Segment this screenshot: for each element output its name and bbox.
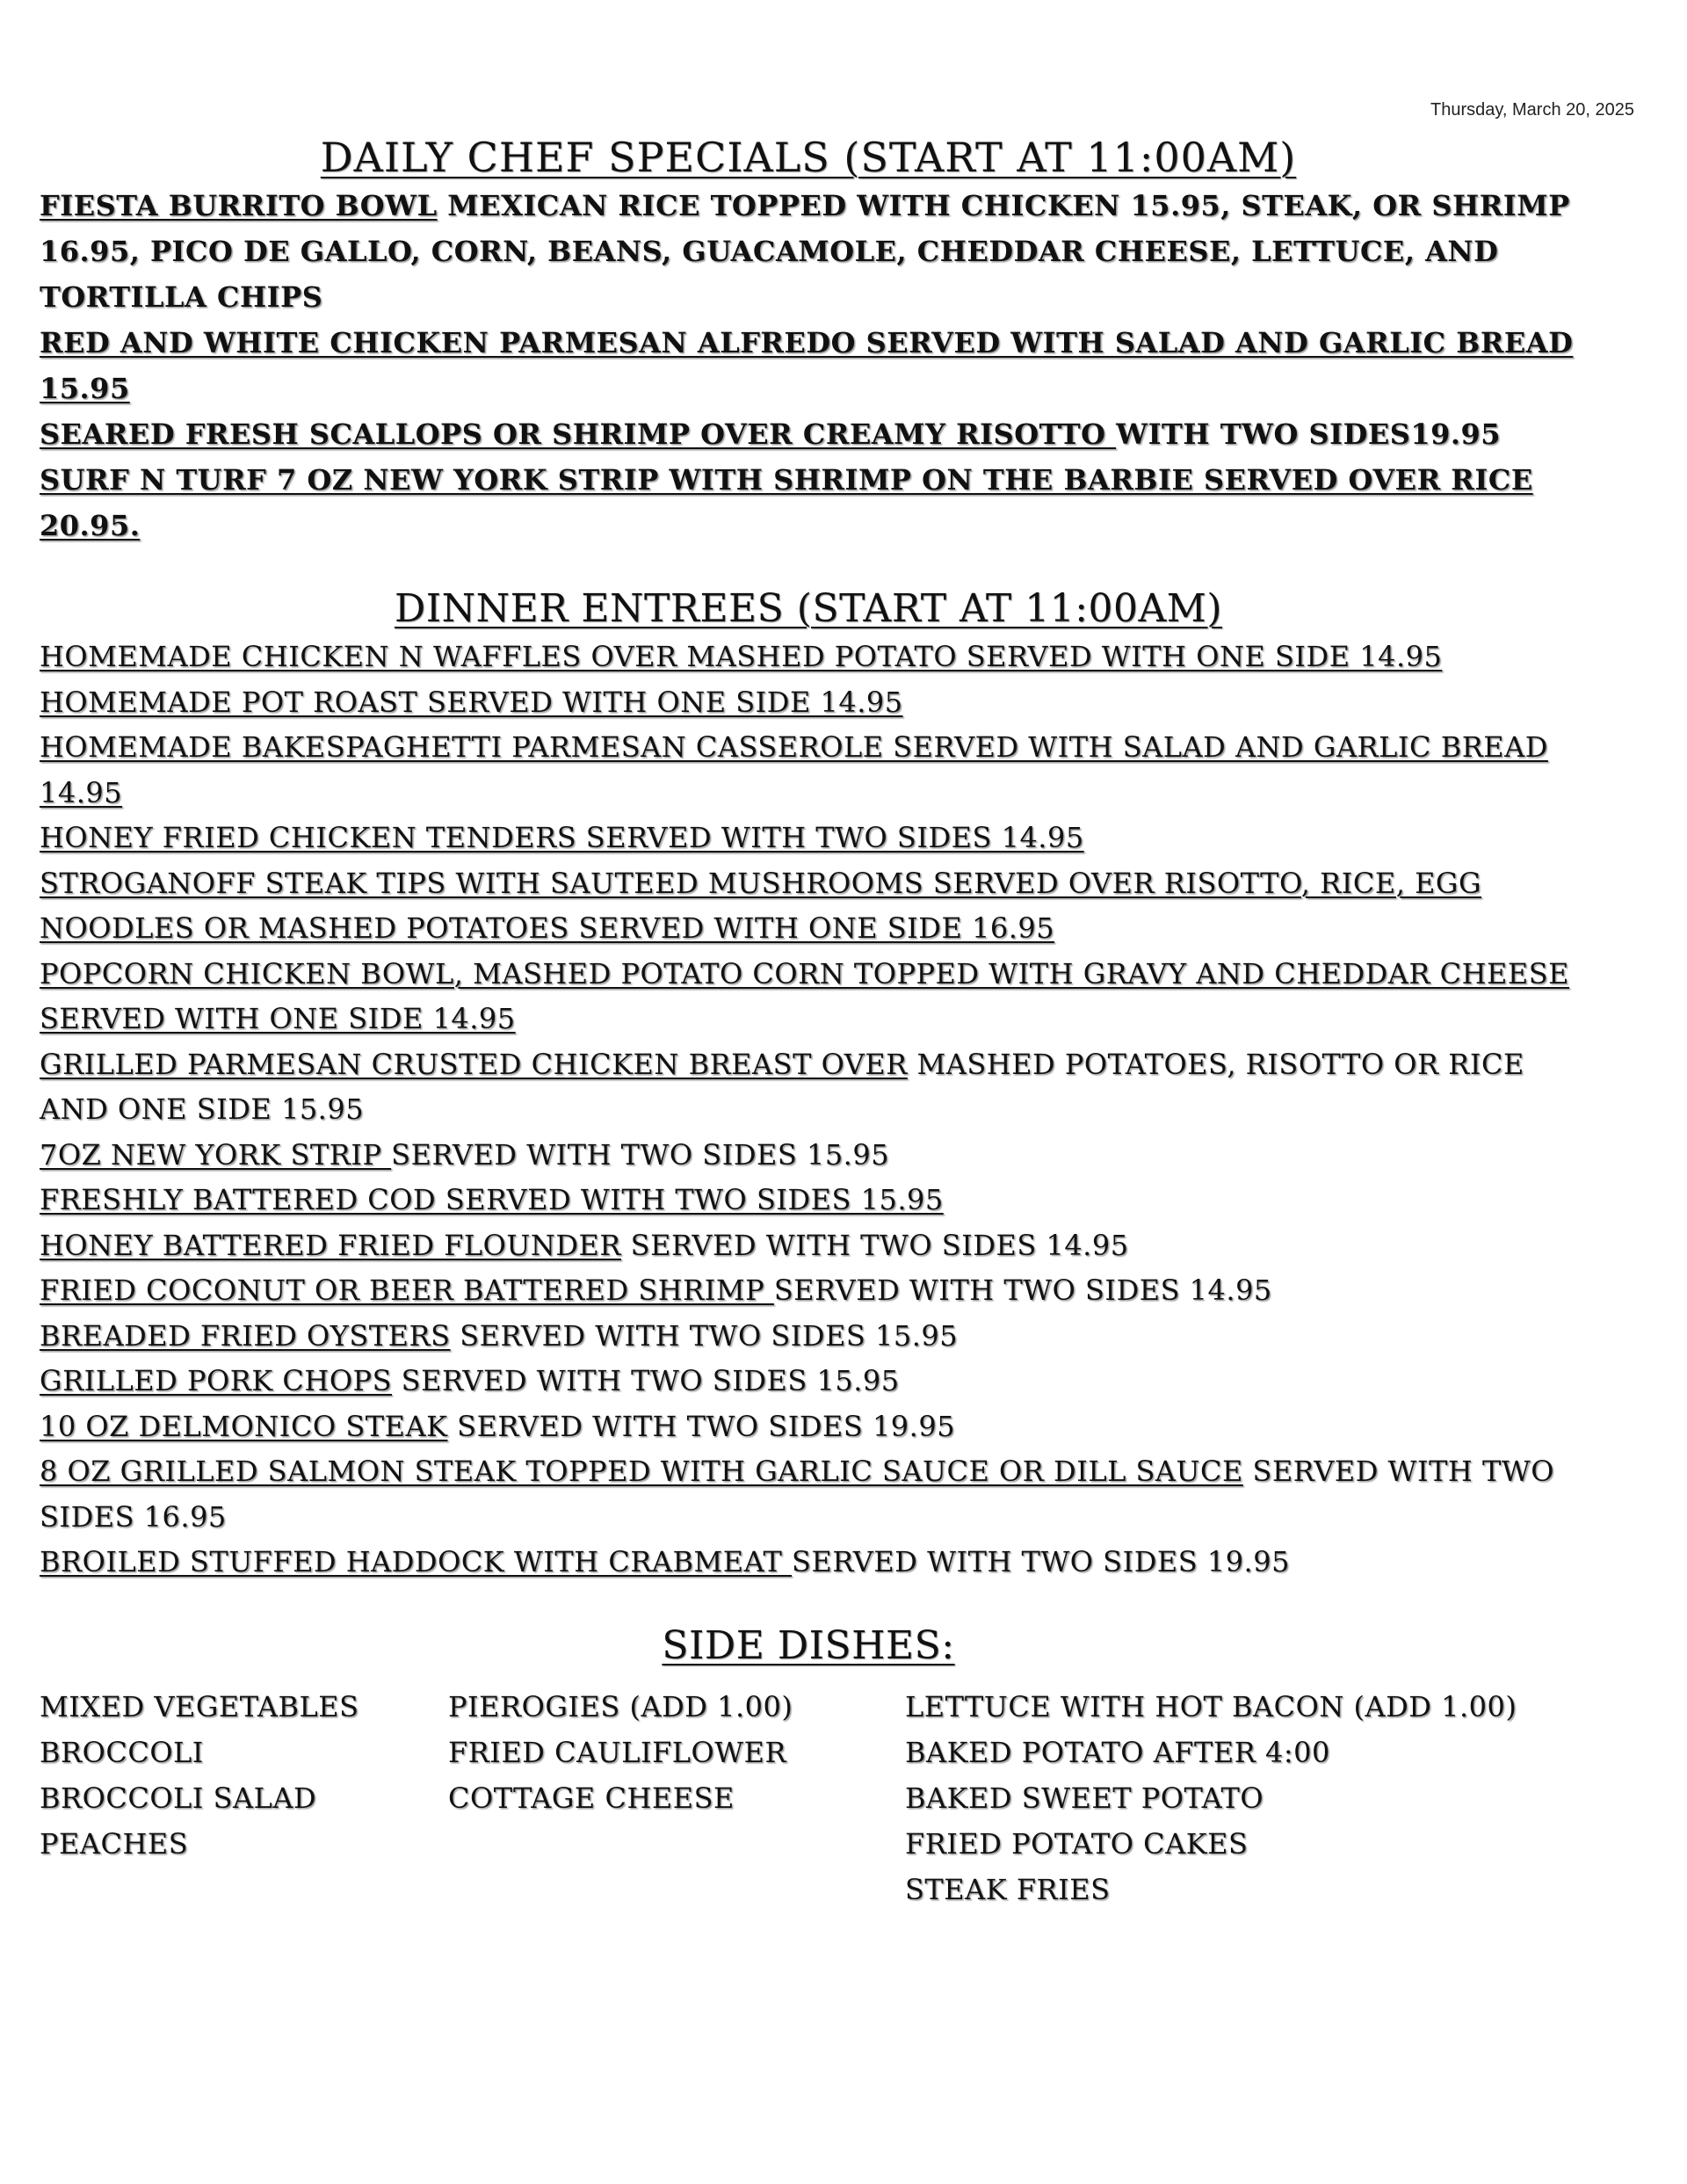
menu-item-detail: SERVED WITH TWO SIDES 14.95 [620, 1228, 1129, 1262]
side-dish-item: LETTUCE WITH HOT BACON (ADD 1.00) [905, 1689, 1517, 1723]
menu-item [40, 816, 1577, 861]
side-dish-item: PEACHES [40, 1826, 189, 1861]
sides-column-2 [448, 1684, 905, 1912]
menu-item [40, 1449, 1577, 1540]
menu-item-name: STROGANOFF STEAK TIPS WITH SAUTEED MUSHROOMS SERVED OVER RISOTTO, RICE, EGG NOODLES OR MASHED POTATOES SERVED WITH ONE SIDE 16.95 [40, 866, 1482, 945]
sides-section [40, 1621, 1577, 1912]
menu-item-name: 8 OZ GRILLED SALMON STEAK TOPPED WITH GARLIC SAUCE OR DILL SAUCE [40, 1455, 1243, 1488]
menu-item-detail: SERVED WITH TWO SIDES 15.95 [391, 1137, 890, 1172]
menu-item-name: BREADED FRIED OYSTERS [40, 1318, 451, 1353]
menu-item [40, 1042, 1577, 1133]
menu-item [40, 1540, 1577, 1585]
menu-item [40, 1268, 1577, 1314]
menu-item-name: 7OZ NEW YORK STRIP [40, 1137, 392, 1172]
sides-title: SIDE DISHES: [662, 1622, 955, 1668]
menu-item [40, 1359, 1577, 1404]
side-dish-item: PIEROGIES (ADD 1.00) [448, 1689, 793, 1723]
menu-item-name: BROILED STUFFED HADDOCK WITH CRABMEAT [40, 1545, 793, 1578]
date-header: Thursday, March 20, 2025 [1430, 100, 1634, 120]
menu-item [40, 1223, 1577, 1269]
menu-item-name: HOMEMADE BAKESPAGHETTI PARMESAN CASSEROLE SERVED WITH SALAD AND GARLIC BREAD 14.95 [40, 730, 1548, 809]
menu-item [40, 320, 1577, 411]
entrees-title: DINNER ENTREES (START AT 11:00AM) [394, 586, 1223, 631]
menu-item [40, 411, 1577, 457]
sides-column-1 [40, 1684, 448, 1912]
menu-item-detail: SERVED WITH TWO SIDES 19.95 [447, 1409, 956, 1443]
menu-item [40, 725, 1577, 816]
menu-item-name: FRIED COCONUT OR BEER BATTERED SHRIMP [40, 1273, 774, 1307]
menu-item [40, 952, 1577, 1042]
specials-list [40, 183, 1577, 548]
menu-item-name: HOMEMADE CHICKEN N WAFFLES OVER MASHED POTATO SERVED WITH ONE SIDE 14.95 [40, 640, 1443, 673]
menu-item-name: FRESHLY BATTERED COD SERVED WITH TWO SIDES 15.95 [40, 1183, 944, 1216]
menu-item-detail: MEXICAN RICE TOPPED WITH CHICKEN 15.95, STEAK, OR SHRIMP 16.95, PICO DE GALLO, CORN, BEANS, GUACAMOLE, CHEDDAR CHEESE, LETTUCE, AND TORTILLA CHIPS [40, 189, 1570, 314]
menu-item-detail: SERVED WITH TWO SIDES 19.95 [792, 1545, 1290, 1578]
menu-item-name: GRILLED PORK CHOPS [40, 1364, 392, 1397]
menu-item [40, 1404, 1577, 1450]
side-dish-item: MIXED VEGETABLES [40, 1689, 359, 1723]
menu-item-name: HONEY BATTERED FRIED FLOUNDER [40, 1228, 621, 1262]
entrees-section [40, 584, 1577, 1585]
side-dish-item: BAKED POTATO AFTER 4:00 [905, 1735, 1330, 1769]
menu-item [40, 457, 1577, 548]
menu-item-name: RED AND WHITE CHICKEN PARMESAN ALFREDO SERVED WITH SALAD AND GARLIC BREAD 15.95 [40, 326, 1574, 405]
menu-item [40, 635, 1577, 680]
menu-item-name: HOMEMADE POT ROAST SERVED WITH ONE SIDE 14.95 [40, 685, 903, 719]
sides-column-3 [905, 1684, 1520, 1912]
menu-item-detail: SERVED WITH TWO SIDES 15.95 [392, 1364, 900, 1397]
menu-item [40, 183, 1577, 320]
side-dish-item: STEAK FRIES [905, 1872, 1111, 1906]
menu-item [40, 1314, 1577, 1360]
side-dish-item: BROCCOLI [40, 1735, 204, 1769]
menu-item-detail: SERVED WITH TWO SIDES 15.95 [450, 1318, 959, 1353]
menu-item-name: HONEY FRIED CHICKEN TENDERS SERVED WITH TWO SIDES 14.95 [40, 821, 1084, 854]
menu-item-name: SEARED FRESH SCALLOPS OR SHRIMP OVER CREAMY RISOTTO [40, 417, 1117, 451]
side-dish-item: BROCCOLI SALAD [40, 1781, 317, 1815]
menu-item [40, 1178, 1577, 1223]
sides-grid [40, 1684, 1577, 1912]
menu-item-name: SURF N TURF 7 OZ NEW YORK STRIP WITH SHRIMP ON THE BARBIE SERVED OVER RICE 20.95. [40, 463, 1533, 542]
menu-item [40, 861, 1577, 952]
specials-title: DAILY CHEF SPECIALS (START AT 11:00AM) [320, 134, 1297, 181]
side-dish-item: COTTAGE CHEESE [448, 1781, 735, 1815]
side-dish-item: BAKED SWEET POTATO [905, 1781, 1264, 1815]
menu-body [40, 132, 1577, 1912]
side-dish-item: FRIED POTATO CAKES [905, 1826, 1249, 1861]
menu-item-name: POPCORN CHICKEN BOWL, MASHED POTATO CORN TOPPED WITH GRAVY AND CHEDDAR CHEESE SERVED WITH ONE SIDE 14.95 [40, 956, 1570, 1035]
menu-item [40, 680, 1577, 726]
menu-item-detail: SERVED WITH TWO SIDES 16.95 [40, 1455, 1554, 1534]
menu-item-detail: WITH TWO SIDES19.95 [1116, 417, 1502, 451]
menu-item-name: GRILLED PARMESAN CRUSTED CHICKEN BREAST OVER [40, 1047, 908, 1081]
side-dish-item: FRIED CAULIFLOWER [448, 1735, 787, 1769]
menu-item-name: 10 OZ DELMONICO STEAK [40, 1409, 448, 1443]
menu-item-name: FIESTA BURRITO BOWL [40, 189, 438, 222]
menu-item-detail: SERVED WITH TWO SIDES 14.95 [773, 1273, 1272, 1307]
menu-item [40, 1133, 1577, 1179]
menu-item-detail: MASHED POTATOES, RISOTTO OR RICE AND ONE SIDE 15.95 [40, 1047, 1524, 1126]
specials-section [40, 132, 1577, 548]
entrees-list [40, 635, 1577, 1585]
